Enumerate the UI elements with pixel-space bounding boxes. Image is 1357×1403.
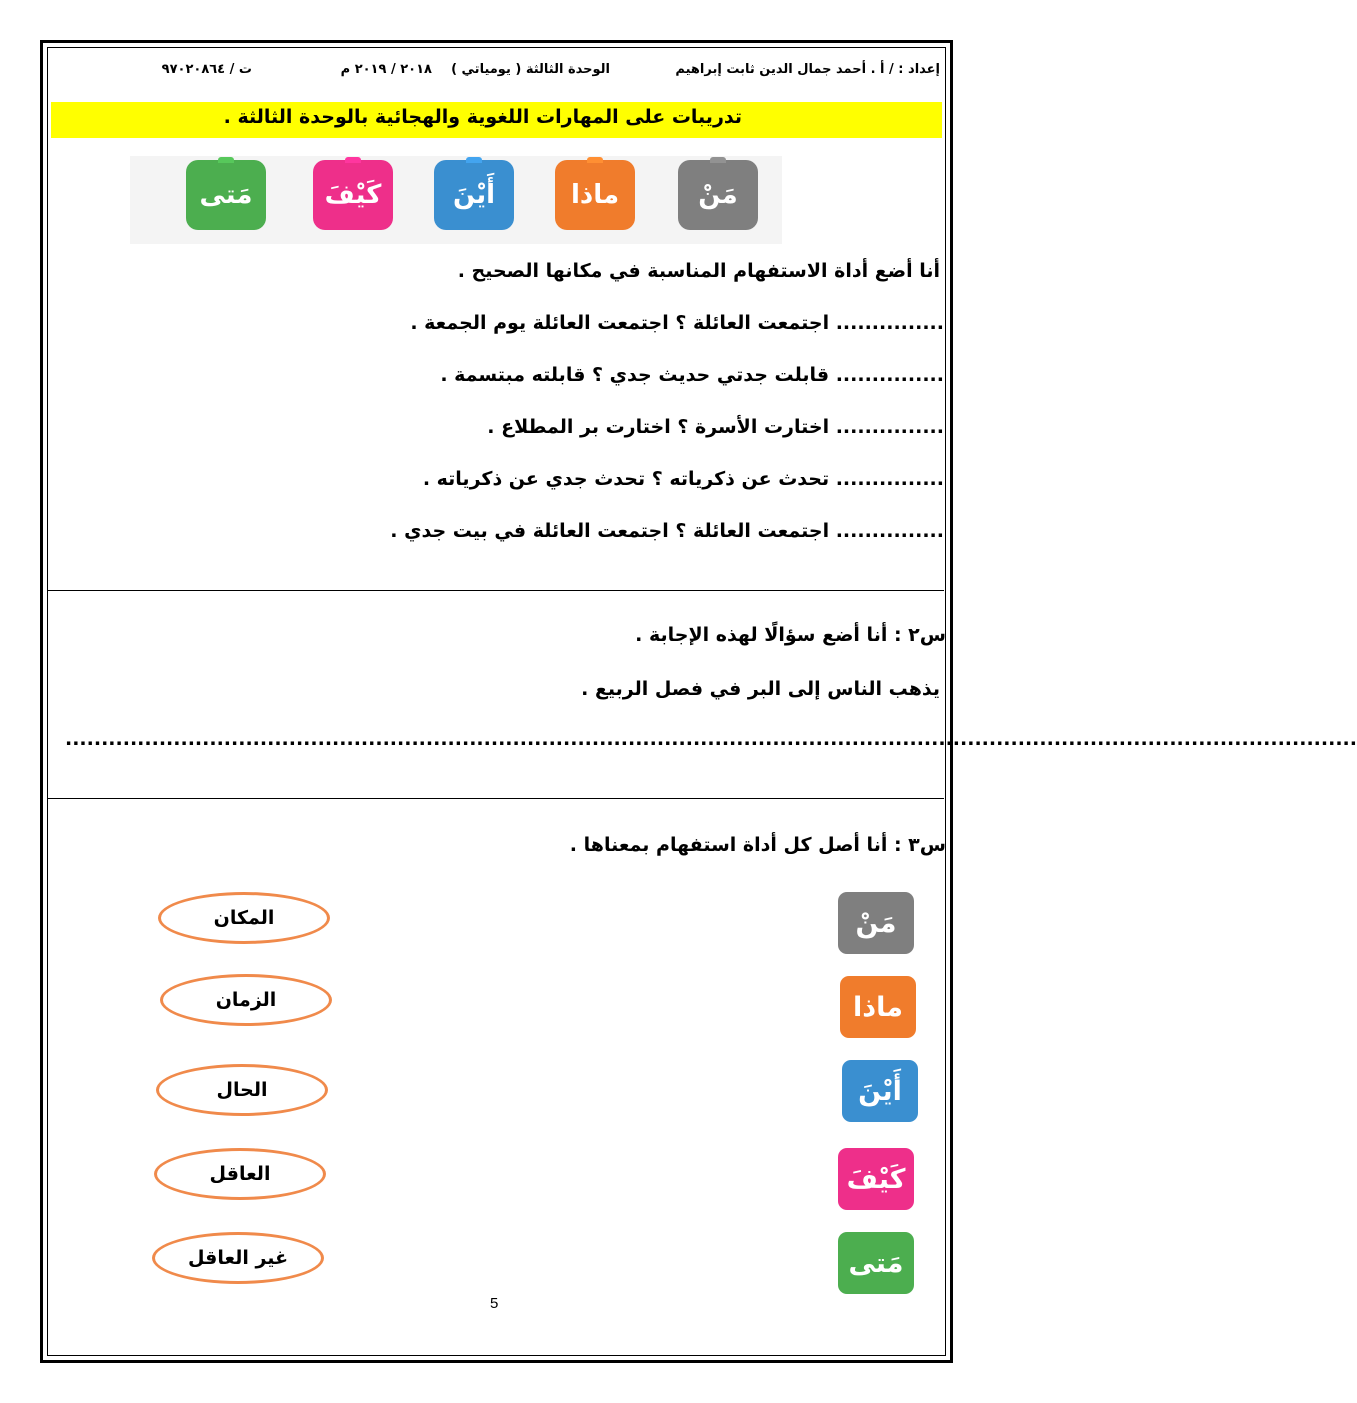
q1-line-5	[390, 520, 944, 542]
header-unit: الوحدة الثالثة ( يومياتي )	[451, 62, 610, 77]
chip-mata: مَتى	[186, 160, 266, 230]
tile-mata[interactable]: مَتى	[838, 1232, 914, 1294]
q1-line-text: اجتمعت العائلة ؟ اجتمعت العائلة يوم الجمعة .	[410, 312, 830, 334]
q1-line-text: تحدث عن ذكرياته ؟ تحدث جدي عن ذكرياته .	[422, 468, 830, 490]
q1-line-text: قابلت جدتي حديث جدي ؟ قابلته مبتسمة .	[440, 364, 830, 386]
blank-dots[interactable]: ...............	[835, 416, 944, 438]
blank-dots[interactable]: ...............	[835, 468, 944, 490]
header-phone: ت / ٩٧٠٢٠٨٦٤	[161, 62, 252, 77]
q1-line-2	[440, 364, 944, 386]
section-divider-2	[48, 798, 944, 799]
meaning-oval-state[interactable]: الحال	[156, 1064, 328, 1116]
blank-dots[interactable]: ...............	[835, 312, 944, 334]
tile-ayna[interactable]: أَيْنَ	[842, 1060, 918, 1122]
q1-line-text: اختارت الأسرة ؟ اختارت بر المطلاع .	[487, 416, 830, 438]
blank-dots[interactable]: ...............	[835, 520, 944, 542]
tile-matha[interactable]: ماذا	[840, 976, 916, 1038]
chip-man: مَنْ	[678, 160, 758, 230]
meaning-oval-rational[interactable]: العاقل	[154, 1148, 326, 1200]
header-year: ٢٠١٨ / ٢٠١٩ م	[340, 62, 432, 77]
blank-dots[interactable]: ...............	[835, 364, 944, 386]
worksheet-title: تدريبات على المهارات اللغوية والهجائية بالوحدة الثالثة .	[223, 106, 742, 128]
page-number: 5	[490, 1295, 499, 1312]
q1-line-3	[487, 416, 944, 438]
tile-man[interactable]: مَنْ	[838, 892, 914, 954]
chip-ayna: أَيْنَ	[434, 160, 514, 230]
chip-matha: ماذا	[555, 160, 635, 230]
q1-line-1	[410, 312, 944, 334]
header-author: إعداد : / أ . أحمد جمال الدين ثابت إبراهيم	[675, 62, 940, 77]
q2-answer-blank[interactable]: ...................................................................................................................................................................................	[65, 728, 1357, 750]
q2-instruction: س٢ : أنا أضع سؤالًا لهذه الإجابة .	[635, 624, 946, 646]
tile-kayfa[interactable]: كَيْفَ	[838, 1148, 914, 1210]
q1-line-text: اجتمعت العائلة ؟ اجتمعت العائلة في بيت جدي .	[390, 520, 830, 542]
chip-kayfa: كَيْفَ	[313, 160, 393, 230]
meaning-oval-place[interactable]: المكان	[158, 892, 330, 944]
q1-line-4	[423, 468, 944, 490]
q1-instruction: أنا أضع أداة الاستفهام المناسبة في مكانها الصحيح .	[457, 260, 940, 282]
section-divider-1	[48, 590, 944, 591]
meaning-oval-non-rational[interactable]: غير العاقل	[152, 1232, 324, 1284]
q2-answer: يذهب الناس إلى البر في فصل الربيع .	[581, 678, 940, 700]
meaning-oval-time[interactable]: الزمان	[160, 974, 332, 1026]
q3-instruction: س٣ : أنا أصل كل أداة استفهام بمعناها .	[569, 834, 946, 856]
